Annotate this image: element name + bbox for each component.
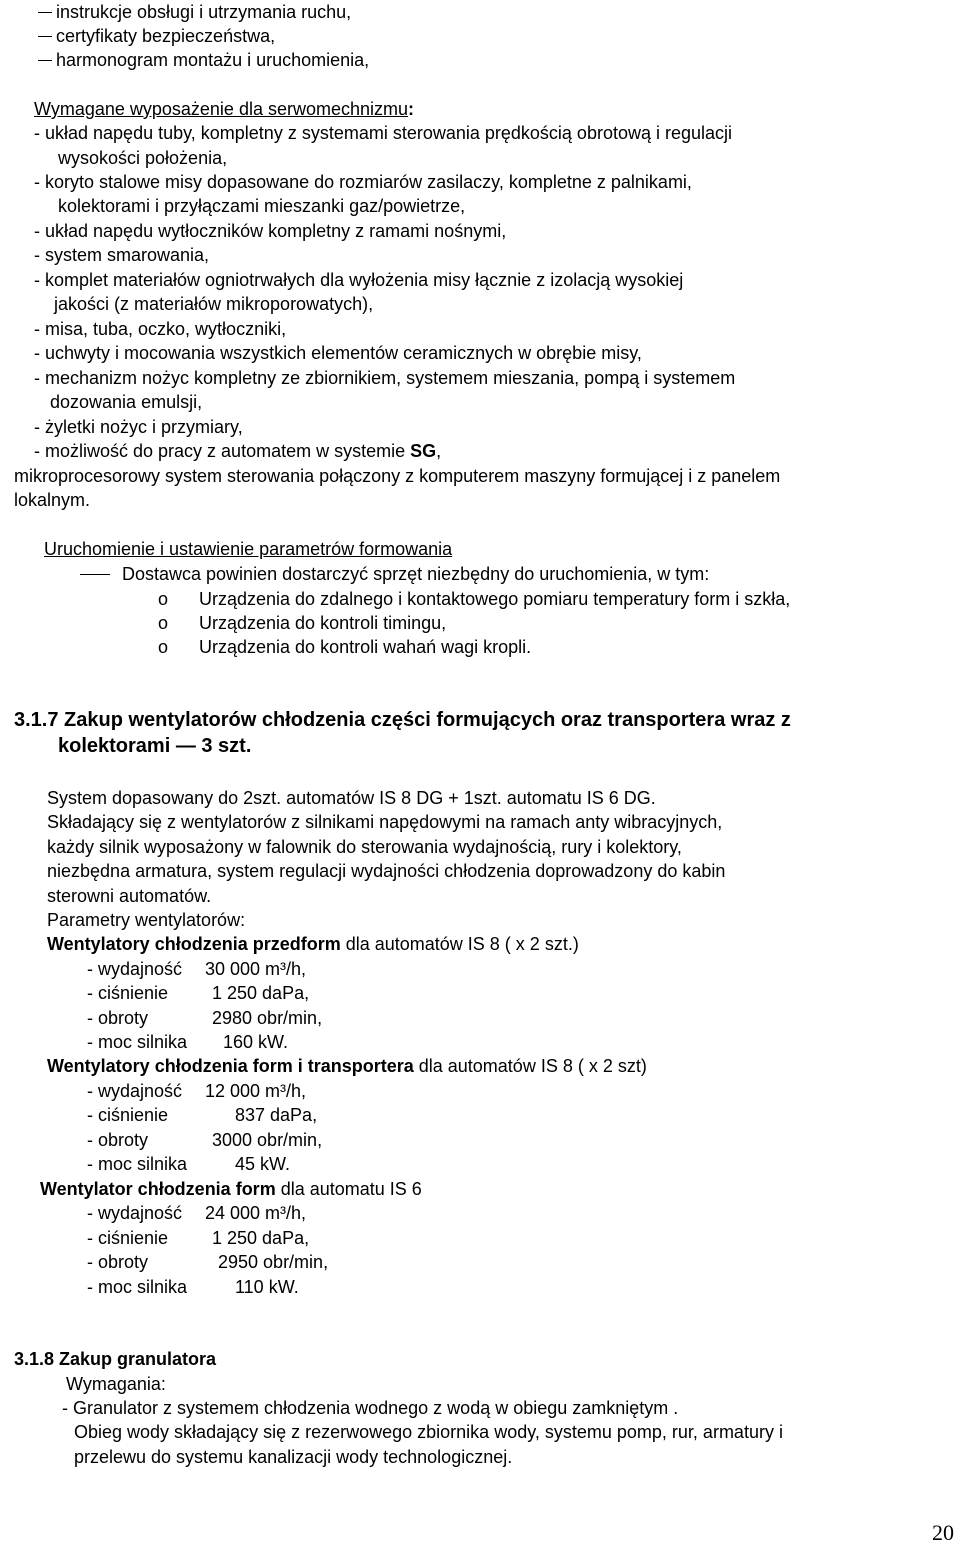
equipment-line: - misa, tuba, oczko, wytłoczniki, bbox=[34, 319, 287, 339]
param-value: 24 000 m³/h, bbox=[205, 1203, 307, 1223]
param-label: - wydajność bbox=[87, 959, 183, 979]
param-label: - ciśnienie bbox=[87, 983, 169, 1003]
param-label: - moc silnika bbox=[87, 1154, 188, 1174]
equipment-heading-text: Wymagane wyposażenie dla serwomechnizmu bbox=[34, 99, 409, 119]
sg-pre: - możliwość do pracy z automatem w systemie bbox=[34, 441, 411, 461]
param-value: 45 kW. bbox=[235, 1154, 291, 1174]
top-list-item: certyfikaty bezpieczeństwa, bbox=[56, 26, 276, 46]
section-317-heading: 3.1.7 Zakup wentylatorów chłodzenia części formujących oraz transportera wraz z bbox=[14, 709, 791, 731]
run-intro: Dostawca powinien dostarczyć sprzęt niezbędny do uruchomienia, w tym: bbox=[122, 564, 710, 584]
equipment-paragraph: mikroprocesorowy system sterowania połączony z komputerem maszyny formującej i z panelem bbox=[14, 466, 781, 486]
param-label: - moc silnika bbox=[87, 1277, 188, 1297]
run-bullet: o bbox=[158, 637, 169, 657]
param-value: 837 daPa, bbox=[235, 1105, 318, 1125]
section-318-heading: 3.1.8 Zakup granulatora bbox=[14, 1349, 217, 1369]
equipment-line: jakości (z materiałów mikroporowatych), bbox=[54, 294, 374, 314]
param-label: - moc silnika bbox=[87, 1032, 188, 1052]
param-value: 3000 obr/min, bbox=[212, 1130, 323, 1150]
fan-group-title-rest: dla automatu IS 6 bbox=[275, 1179, 422, 1199]
equipment-heading bbox=[34, 97, 414, 121]
run-dash bbox=[80, 574, 110, 575]
fan-group-title-rest: dla automatów IS 8 ( x 2 szt.) bbox=[340, 934, 579, 954]
equipment-line-sg bbox=[34, 439, 441, 463]
s317-body-line: sterowni automatów. bbox=[47, 886, 212, 906]
run-bullet: o bbox=[158, 613, 169, 633]
fan-group-title-rest: dla automatów IS 8 ( x 2 szt) bbox=[413, 1056, 647, 1076]
equipment-line: - mechanizm nożyc kompletny ze zbiornikiem, systemem mieszania, pompą i systemem bbox=[34, 368, 736, 388]
sg-bold: SG bbox=[410, 441, 437, 461]
param-value: 1 250 daPa, bbox=[212, 983, 310, 1003]
top-list-item: harmonogram montażu i uruchomienia, bbox=[56, 50, 370, 70]
requirement-line: przelewu do systemu kanalizacji wody technologicznej. bbox=[74, 1447, 513, 1467]
params-label: Parametry wentylatorów: bbox=[47, 910, 246, 930]
s317-body-line: Składający się z wentylatorów z silnikami napędowymi na ramach anty wibracyjnych, bbox=[47, 812, 723, 832]
equipment-line: kolektorami i przyłączami mieszanki gaz/powietrze, bbox=[58, 196, 466, 216]
fan-group-title-bold: Wentylatory chłodzenia form i transportera bbox=[47, 1056, 414, 1076]
page-number: 20 bbox=[932, 1520, 954, 1545]
param-label: - wydajność bbox=[87, 1081, 183, 1101]
fan-group-title bbox=[40, 1177, 422, 1201]
equipment-line: - uchwyty i mocowania wszystkich elementów ceramicznych w obrębie misy, bbox=[34, 343, 642, 363]
equipment-heading-colon: : bbox=[408, 99, 415, 119]
equipment-line: dozowania emulsji, bbox=[50, 392, 203, 412]
fan-group-title-bold: Wentylatory chłodzenia przedform bbox=[47, 934, 341, 954]
param-label: - obroty bbox=[87, 1130, 149, 1150]
s317-body-line: każdy silnik wyposażony w falownik do sterowania wydajnością, rury i kolektory, bbox=[47, 837, 682, 857]
param-label: - ciśnienie bbox=[87, 1228, 169, 1248]
param-value: 160 kW. bbox=[223, 1032, 289, 1052]
equipment-paragraph: lokalnym. bbox=[14, 490, 91, 510]
equipment-line: - komplet materiałów ogniotrwałych dla wyłożenia misy łącznie z izolacją wysokiej bbox=[34, 270, 684, 290]
run-item: Urządzenia do kontroli timingu, bbox=[199, 613, 447, 633]
run-item: Urządzenia do zdalnego i kontaktowego pomiaru temperatury form i szkła, bbox=[199, 589, 791, 609]
fan-group-title bbox=[47, 1054, 647, 1078]
param-value: 30 000 m³/h, bbox=[205, 959, 307, 979]
param-label: - wydajność bbox=[87, 1203, 183, 1223]
requirements-label: Wymagania: bbox=[66, 1374, 166, 1394]
param-value: 110 kW. bbox=[235, 1277, 299, 1297]
fan-group-title bbox=[47, 932, 579, 956]
s317-body-line: System dopasowany do 2szt. automatów IS 8 DG + 1szt. automatu IS 6 DG. bbox=[47, 788, 656, 808]
equipment-line: wysokości położenia, bbox=[58, 148, 228, 168]
s317-body-line: niezbędna armatura, system regulacji wydajności chłodzenia doprowadzony do kabin bbox=[47, 861, 726, 881]
sg-post: , bbox=[436, 441, 442, 461]
param-label: - obroty bbox=[87, 1008, 149, 1028]
equipment-line: - żyletki nożyc i przymiary, bbox=[34, 417, 243, 437]
run-item: Urządzenia do kontroli wahań wagi kropli. bbox=[199, 637, 532, 657]
param-value: 2980 obr/min, bbox=[212, 1008, 323, 1028]
equipment-line: - układ napędu wytłoczników kompletny z ramami nośnymi, bbox=[34, 221, 507, 241]
param-value: 12 000 m³/h, bbox=[205, 1081, 307, 1101]
param-value: 1 250 daPa, bbox=[212, 1228, 310, 1248]
param-label: - ciśnienie bbox=[87, 1105, 169, 1125]
requirement-line: - Granulator z systemem chłodzenia wodnego z wodą w obiegu zamkniętym . bbox=[62, 1398, 679, 1418]
equipment-line: - układ napędu tuby, kompletny z systemami sterowania prędkością obrotową i regulacji bbox=[34, 123, 733, 143]
equipment-line: - koryto stalowe misy dopasowane do rozmiarów zasilaczy, kompletne z palnikami, bbox=[34, 172, 692, 192]
param-label: - obroty bbox=[87, 1252, 149, 1272]
run-bullet: o bbox=[158, 589, 169, 609]
requirement-line: Obieg wody składający się z rezerwowego zbiornika wody, systemu pomp, rur, armatury i bbox=[74, 1422, 783, 1442]
run-heading: Uruchomienie i ustawienie parametrów formowania bbox=[44, 539, 453, 559]
equipment-line: - system smarowania, bbox=[34, 245, 210, 265]
param-value: 2950 obr/min, bbox=[218, 1252, 329, 1272]
top-list-item: instrukcje obsługi i utrzymania ruchu, bbox=[56, 2, 352, 22]
section-317-heading-cont: kolektorami — 3 szt. bbox=[58, 735, 252, 757]
fan-group-title-bold: Wentylator chłodzenia form bbox=[40, 1179, 276, 1199]
